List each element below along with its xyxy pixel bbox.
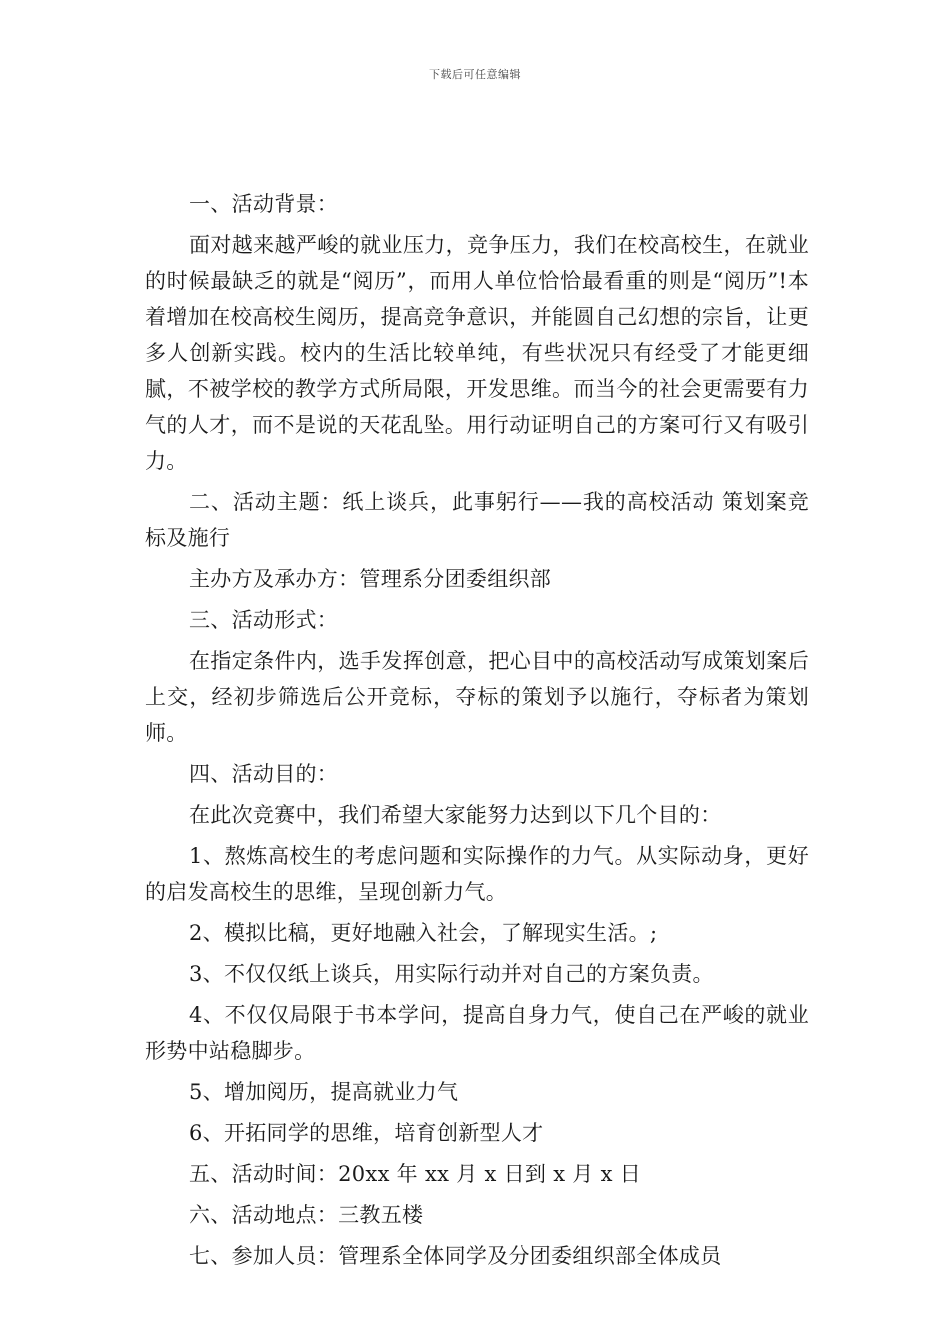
purpose-intro: 在此次竞赛中，我们希望大家能努力达到以下几个目的：	[189, 803, 722, 827]
purpose-item-2: 2、模拟比稿，更好地融入社会，了解现实生活。;	[189, 921, 658, 945]
page-header: 下载后可任意编辑	[429, 68, 521, 81]
section-time: 五、活动时间：20xx 年 xx 月 x 日到 x 月 x 日	[189, 1162, 642, 1186]
section-heading-background: 一、活动背景：	[189, 192, 339, 216]
document-body	[145, 186, 809, 1279]
purpose-item-1: 1、熬炼高校生的考虑问题和实际操作的力气。从实际动身，更好的启发高校生的思维，呈现创新力气。	[145, 844, 809, 904]
purpose-item-5: 5、增加阅历，提高就业力气	[189, 1080, 459, 1104]
section-heading-purpose: 四、活动目的：	[189, 762, 339, 786]
purpose-item-3: 3、不仅仅纸上谈兵，用实际行动并对自己的方案负责。	[189, 962, 714, 986]
section-participants: 七、参加人员：管理系全体同学及分团委组织部全体成员	[189, 1244, 722, 1268]
purpose-item-6: 6、开拓同学的思维，培育创新型人才	[189, 1121, 544, 1145]
format-paragraph: 在指定条件内，选手发挥创意，把心目中的高校活动写成策划案后上交，经初步筛选后公开竞标，夺标的策划予以施行，夺标者为策划师。	[145, 649, 809, 745]
organizer-line: 主办方及承办方：管理系分团委组织部	[189, 567, 552, 591]
section-heading-format: 三、活动形式：	[189, 608, 339, 632]
purpose-item-4: 4、不仅仅局限于书本学问，提高自身力气，使自己在严峻的就业形势中站稳脚步。	[145, 1003, 809, 1063]
section-location: 六、活动地点：三教五楼	[189, 1203, 424, 1227]
section-heading-theme: 二、活动主题：纸上谈兵，此事躬行——我的高校活动 策划案竞标及施行	[145, 490, 809, 550]
background-paragraph: 面对越来越严峻的就业压力，竞争压力，我们在校高校生，在就业的时候最缺乏的就是“阅历”，而用人单位恰恰最看重的则是“阅历”!本着增加在校高校生阅历，提高竞争意识，并能圆自己幻想的宗旨，让更多人创新实践。校内的生活比较单纯，有些状况只有经受了才能更细腻，不被学校的教学方式所局限，开发思维。而当今的社会更需要有力气的人才，而不是说的天花乱坠。用行动证明自己的方案可行又有吸引力。	[145, 233, 809, 473]
